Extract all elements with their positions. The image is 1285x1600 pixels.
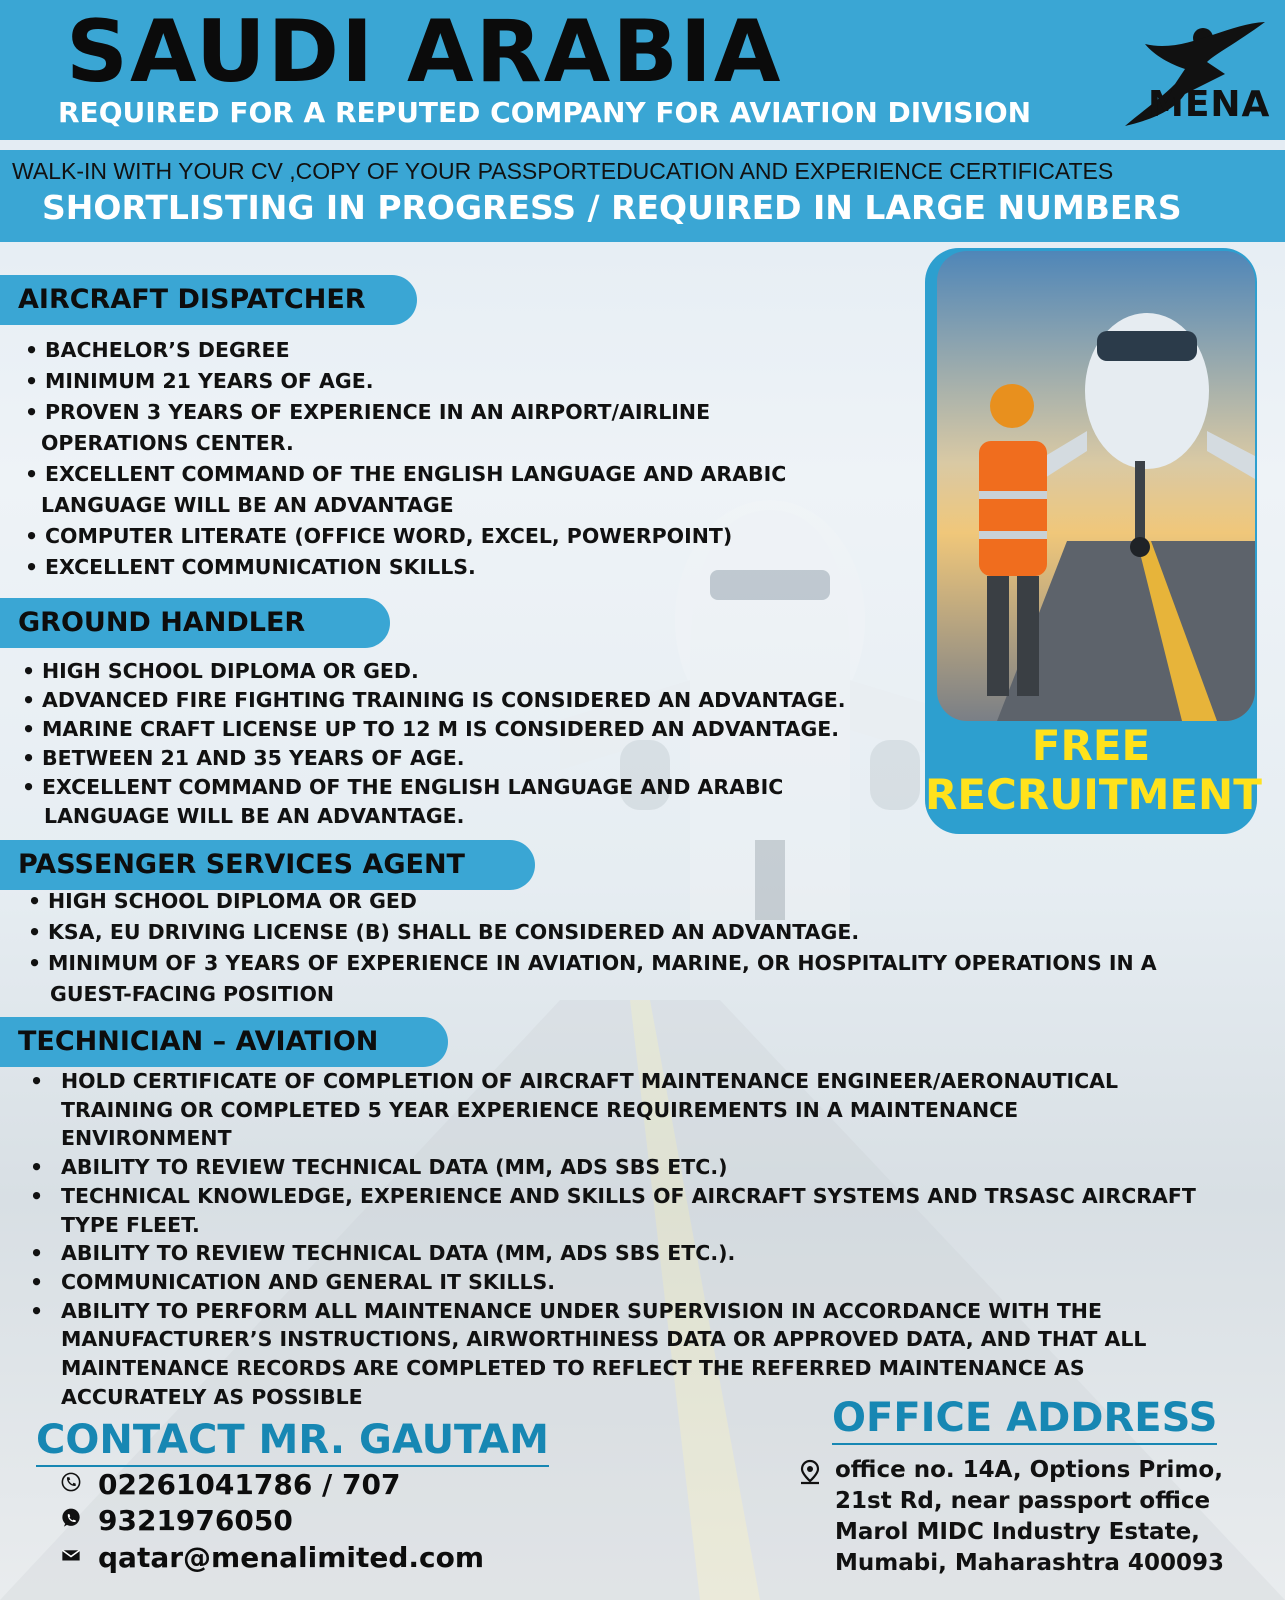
phone-icon	[60, 1471, 88, 1499]
contact-email[interactable]: qatar@menalimited.com	[98, 1541, 485, 1574]
list-item: • HIGH SCHOOL DIPLOMA OR GED	[28, 886, 1157, 917]
ground-handler-requirements	[22, 657, 846, 831]
list-item: • MARINE CRAFT LICENSE UP TO 12 M IS CONSIDERED AN ADVANTAGE.	[22, 715, 846, 744]
list-item: • EXCELLENT COMMUNICATION SKILLS.	[25, 552, 786, 583]
aircraft-dispatcher-requirements	[25, 335, 786, 583]
list-item: • ABILITY TO REVIEW TECHNICAL DATA (MM, ADS SBS ETC.)	[30, 1153, 1196, 1182]
section-header-aircraft-dispatcher: AIRCRAFT DISPATCHER	[0, 275, 417, 325]
list-item: • BACHELOR’S DEGREE	[25, 335, 786, 366]
list-item: • MINIMUM 21 YEARS OF AGE.	[25, 366, 786, 397]
section-header-passenger-services-agent: PASSENGER SERVICES AGENT	[0, 840, 535, 890]
header-banner	[0, 0, 1285, 140]
contact-title: CONTACT MR. GAUTAM	[36, 1415, 549, 1467]
promo-recruitment: RECRUITMENT	[925, 770, 1262, 819]
address-line: Mumabi, Maharashtra 400093	[835, 1550, 1224, 1576]
mena-logo-text: MENA	[1148, 84, 1271, 125]
office-address	[835, 1455, 1224, 1579]
list-item: • TECHNICAL KNOWLEDGE, EXPERIENCE AND SKILLS OF AIRCRAFT SYSTEMS AND TRSASC AIRCRAFT TYPE FLEET.	[30, 1182, 1196, 1239]
worker-and-airplane-photo	[937, 251, 1255, 721]
list-item: • KSA, EU DRIVING LICENSE (B) SHALL BE CONSIDERED AN ADVANTAGE.	[28, 917, 1157, 948]
contact-phone-row	[60, 1468, 400, 1501]
section-header-ground-handler: GROUND HANDLER	[0, 598, 390, 648]
contact-whatsapp-row	[60, 1504, 293, 1537]
whatsapp-icon	[60, 1507, 88, 1535]
list-item: • EXCELLENT COMMAND OF THE ENGLISH LANGUAGE AND ARABIC LANGUAGE WILL BE AN ADVANTAGE	[25, 459, 786, 521]
list-item: • HIGH SCHOOL DIPLOMA OR GED.	[22, 657, 846, 686]
list-item: • MINIMUM OF 3 YEARS OF EXPERIENCE IN AVIATION, MARINE, OR HOSPITALITY OPERATIONS IN A GUEST-FACING POSITION	[28, 948, 1157, 1010]
list-item: • ABILITY TO PERFORM ALL MAINTENANCE UNDER SUPERVISION IN ACCORDANCE WITH THE MANUFACTURER’S INSTRUCTIONS, AIRWORTHINESS DATA OR APPROVED DATA, AND THAT ALL MAINTENANCE RECORDS ARE COMPLETED TO REFLECT THE REFERRED MAINTENANCE AS ACCURATELY AS POSSIBLE	[30, 1297, 1196, 1412]
location-pin-icon	[798, 1459, 822, 1485]
list-item: • PROVEN 3 YEARS OF EXPERIENCE IN AN AIRPORT/AIRLINE OPERATIONS CENTER.	[25, 397, 786, 459]
shortlisting-notice: SHORTLISTING IN PROGRESS / REQUIRED IN LARGE NUMBERS	[42, 188, 1182, 227]
free-recruitment-card	[925, 248, 1262, 834]
section-header-technician-aviation: TECHNICIAN – AVIATION	[0, 1017, 448, 1067]
office-address-title: OFFICE ADDRESS	[832, 1393, 1217, 1445]
page-subtitle: REQUIRED FOR A REPUTED COMPANY FOR AVIATION DIVISION	[58, 96, 1032, 129]
list-item: • COMMUNICATION AND GENERAL IT SKILLS.	[30, 1268, 1196, 1297]
page-title: SAUDI ARABIA	[66, 2, 783, 102]
walkin-instructions: WALK-IN WITH YOUR CV ,COPY OF YOUR PASSPORTEDUCATION AND EXPERIENCE CERTIFICATES	[12, 158, 1114, 184]
contact-whatsapp[interactable]: 9321976050	[98, 1504, 293, 1537]
contact-email-row	[60, 1541, 484, 1574]
promo-free: FREE	[1031, 721, 1151, 770]
list-item: • EXCELLENT COMMAND OF THE ENGLISH LANGUAGE AND ARABIC LANGUAGE WILL BE AN ADVANTAGE.	[22, 773, 846, 831]
list-item: • ADVANCED FIRE FIGHTING TRAINING IS CONSIDERED AN ADVANTAGE.	[22, 686, 846, 715]
contact-phone[interactable]: 02261041786 / 707	[98, 1468, 401, 1501]
address-line: Marol MIDC Industry Estate,	[835, 1519, 1200, 1545]
email-icon	[60, 1544, 88, 1572]
list-item: • BETWEEN 21 AND 35 YEARS OF AGE.	[22, 744, 846, 773]
passenger-services-requirements	[28, 886, 1157, 1010]
list-item: • HOLD CERTIFICATE OF COMPLETION OF AIRCRAFT MAINTENANCE ENGINEER/AERONAUTICAL TRAINING OR COMPLETED 5 YEAR EXPERIENCE REQUIREMENTS IN A MAINTENANCE ENVIRONMENT	[30, 1067, 1196, 1153]
list-item: • COMPUTER LITERATE (OFFICE WORD, EXCEL, POWERPOINT)	[25, 521, 786, 552]
technician-requirements	[30, 1067, 1196, 1411]
walkin-banner	[0, 150, 1285, 242]
list-item: • ABILITY TO REVIEW TECHNICAL DATA (MM, ADS SBS ETC.).	[30, 1239, 1196, 1268]
address-line: 21st Rd, near passport office	[835, 1488, 1211, 1514]
address-line: office no. 14A, Options Primo,	[835, 1457, 1223, 1483]
